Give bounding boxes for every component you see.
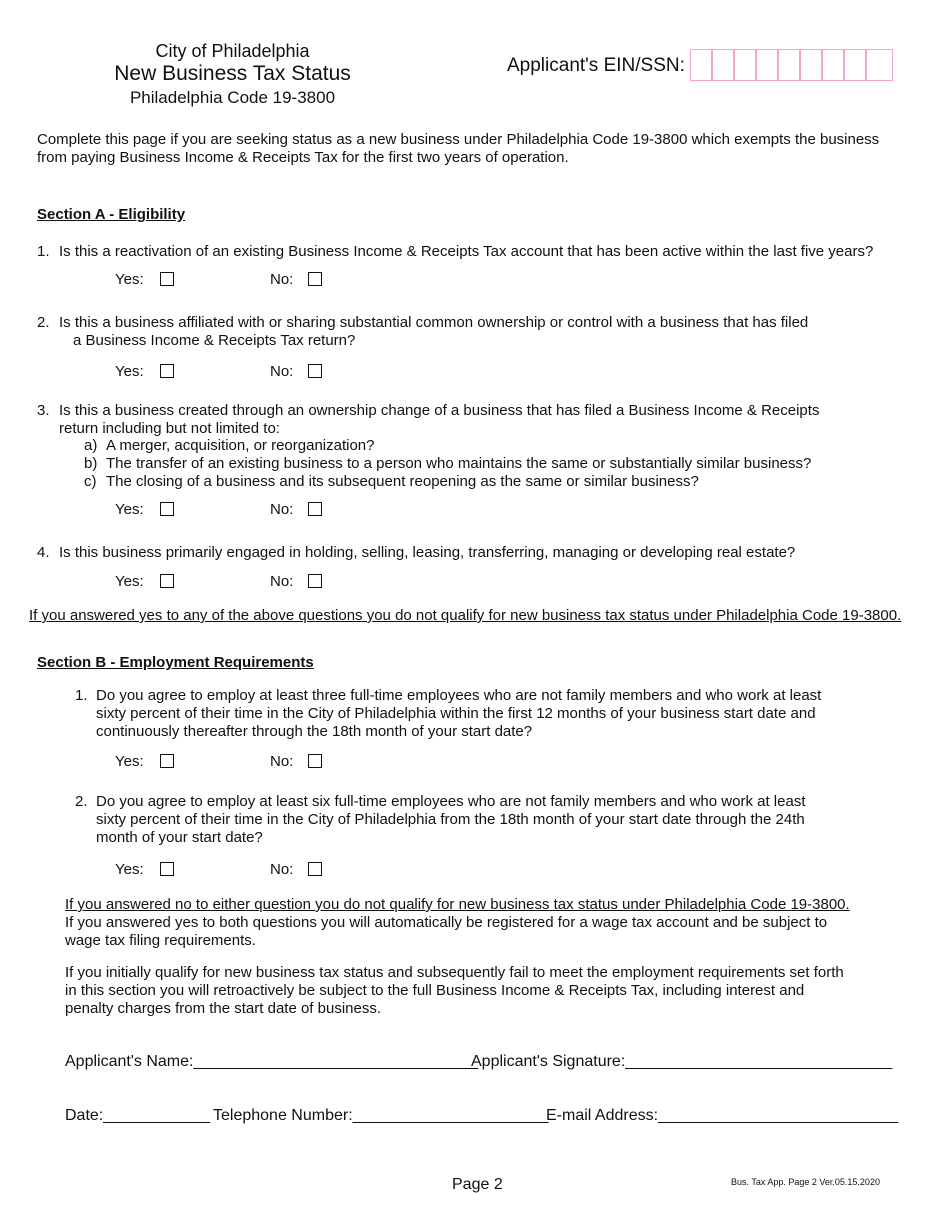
ein-digit-box[interactable] (756, 49, 778, 81)
question-a1-text: Is this a reactivation of an existing Business Income & Receipts Tax account that has been active within the last five years? (59, 243, 874, 260)
ein-digit-box[interactable] (778, 49, 800, 81)
question-a1-yes-checkbox[interactable] (160, 272, 174, 286)
section-a-heading: Section A - Eligibility (37, 206, 186, 223)
question-a2-number: 2. (37, 314, 50, 331)
question-a3-text: Is this a business created through an ownership change of a business that has filed a Business Income & Receipts return including but not limited to: (59, 402, 820, 437)
header-block (100, 41, 365, 109)
question-a2-text: Is this a business affiliated with or sharing substantial common ownership or control with a business that has filed a Business Income & Receipts Tax return? (59, 314, 809, 349)
telephone-field[interactable]: Telephone Number:______________________ (213, 1107, 549, 1124)
question-b2-yes-checkbox[interactable] (160, 862, 174, 876)
no-label: No: (270, 573, 294, 590)
question-a3-sub-a: A merger, acquisition, or reorganization? (106, 437, 375, 454)
no-label: No: (270, 501, 294, 518)
date-field[interactable]: Date:____________ (65, 1107, 211, 1124)
ein-label: Applicant's EIN/SSN: (507, 55, 685, 76)
question-b2-text: Do you agree to employ at least six full-time employees who are not family members and who work at least sixty percent of their time in the City of Philadelphia from the 18th month of your start date through the 24th month of your start date? (96, 793, 806, 846)
question-a4-number: 4. (37, 544, 50, 561)
question-a3-sub-c: The closing of a business and its subsequent reopening as the same or similar business? (106, 473, 699, 490)
question-b2-no-checkbox[interactable] (308, 862, 322, 876)
question-a2-yes-checkbox[interactable] (160, 364, 174, 378)
email-field[interactable]: E-mail Address:___________________________ (546, 1107, 899, 1124)
section-a-disqualify-note: If you answered yes to any of the above questions you do not qualify for new business tax status under Philadelphia Code 19-3800. (29, 607, 902, 624)
page-number: Page 2 (452, 1176, 503, 1193)
question-a2-no-checkbox[interactable] (308, 364, 322, 378)
city-name: City of Philadelphia (155, 41, 310, 61)
no-label: No: (270, 861, 294, 878)
question-b1-no-checkbox[interactable] (308, 754, 322, 768)
question-a3-no-checkbox[interactable] (308, 502, 322, 516)
no-label: No: (270, 753, 294, 770)
question-a3-number: 3. (37, 402, 50, 419)
form-version: Bus. Tax App. Page 2 Ver.05.15.2020 (731, 1177, 880, 1187)
ein-digit-box[interactable] (866, 49, 893, 81)
question-b1-yes-checkbox[interactable] (160, 754, 174, 768)
question-a4-text: Is this business primarily engaged in holding, selling, leasing, transferring, managing or developing real estate? (59, 544, 796, 561)
yes-label: Yes: (115, 753, 144, 770)
form-title: New Business Tax Status (114, 62, 351, 85)
question-a3-yes-checkbox[interactable] (160, 502, 174, 516)
applicant-signature-field[interactable]: Applicant's Signature:______________________________ (471, 1053, 893, 1070)
section-b-retroactive-note: If you initially qualify for new business tax status and subsequently fail to meet the employment requirements set forth in this section you will retroactively be subject to the full Business Income & Receipts Tax, including interest and penalty charges from the start date of business. (65, 964, 844, 1017)
question-a3-sub-b: The transfer of an existing business to a person who maintains the same or substantially similar business? (106, 455, 812, 472)
yes-label: Yes: (115, 271, 144, 288)
applicant-name-field[interactable]: Applicant's Name:________________________________ (65, 1053, 479, 1070)
ein-digit-box[interactable] (800, 49, 822, 81)
question-a3-sub-b-label: b) (84, 455, 98, 472)
question-a4-no-checkbox[interactable] (308, 574, 322, 588)
question-a4-yes-checkbox[interactable] (160, 574, 174, 588)
question-b1-number: 1. (75, 687, 88, 704)
no-label: No: (270, 271, 294, 288)
no-label: No: (270, 363, 294, 380)
ein-digit-box[interactable] (844, 49, 866, 81)
yes-label: Yes: (115, 363, 144, 380)
ein-digit-box[interactable] (822, 49, 844, 81)
ein-digit-box[interactable] (712, 49, 734, 81)
yes-label: Yes: (115, 573, 144, 590)
question-a1-number: 1. (37, 243, 50, 260)
yes-label: Yes: (115, 501, 144, 518)
yes-label: Yes: (115, 861, 144, 878)
question-b1-text: Do you agree to employ at least three full-time employees who are not family members and who work at least sixty percent of their time in the City of Philadelphia within the first 12 months of your business start date and continuously thereafter through the 18th month of your start date? (96, 687, 822, 740)
ein-digit-box[interactable] (734, 49, 756, 81)
question-a3-sub-c-label: c) (84, 473, 97, 490)
question-a1-no-checkbox[interactable] (308, 272, 322, 286)
section-b-heading: Section B - Employment Requirements (37, 654, 314, 671)
intro-text: Complete this page if you are seeking status as a new business under Philadelphia Code 19-3800 which exempts the business from paying Business Income & Receipts Tax for the first two years of operation. (37, 131, 880, 166)
section-b-notes: If you answered no to either question you do not qualify for new business tax status under Philadelphia Code 19-3800. If you answered yes to both questions you will automatically be registered for a wage tax account and be subject to wage tax filing requirements. (65, 896, 850, 949)
ein-digit-box[interactable] (690, 49, 712, 81)
section-b-disqualify-note: If you answered no to either question you do not qualify for new business tax status under Philadelphia Code 19-3800. (65, 896, 850, 913)
question-a3-sub-a-label: a) (84, 437, 98, 454)
question-b2-number: 2. (75, 793, 88, 810)
code-reference: Philadelphia Code 19-3800 (129, 88, 336, 107)
